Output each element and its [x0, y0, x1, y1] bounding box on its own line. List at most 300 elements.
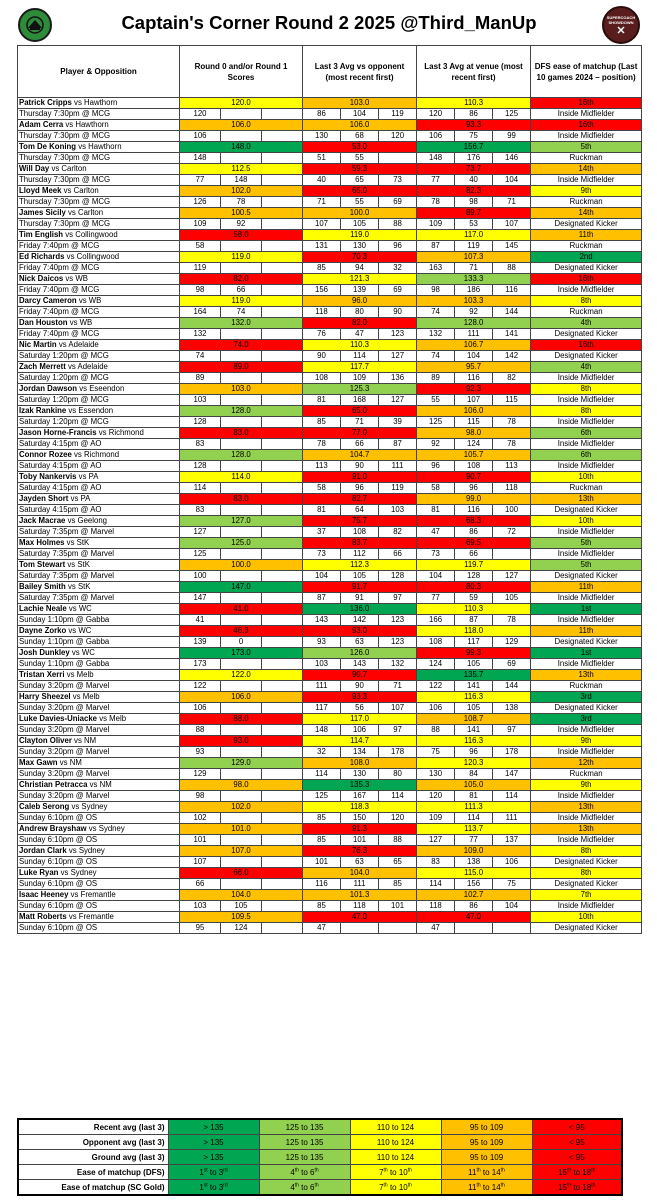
opponent-score: 69 — [379, 285, 417, 296]
opponent-avg: 126.0 — [303, 648, 417, 659]
player-role: Inside Midfielder — [531, 109, 642, 120]
legend-from: 7 — [379, 1167, 384, 1177]
player-name: Caleb Serong — [19, 802, 70, 811]
legend-cell: > 135 — [168, 1119, 259, 1135]
player-name: Tim English — [19, 230, 64, 239]
player-detail-row — [18, 263, 642, 274]
opponent-name: Sydney — [98, 824, 125, 833]
venue-score — [455, 923, 493, 934]
venue-avg: 106.7 — [417, 340, 531, 351]
player-detail-row — [18, 857, 642, 868]
recent-score: 92 — [221, 219, 262, 230]
opponent: vs StK — [67, 582, 91, 591]
player-role: Inside Midfielder — [531, 417, 642, 428]
opponent-avg: 136.0 — [303, 604, 417, 615]
player-name: Tristan Xerri — [19, 670, 65, 679]
venue-score: 138 — [455, 857, 493, 868]
player-detail-row — [18, 637, 642, 648]
opponent-name: Richmond — [84, 450, 120, 459]
player-name-cell — [18, 208, 180, 219]
opponent-score: 101 — [303, 857, 341, 868]
opponent-name: WC — [81, 648, 95, 657]
recent-score — [221, 417, 262, 428]
venue-score: 106 — [417, 703, 455, 714]
match-info: Sunday 3:20pm @ Marvel — [18, 725, 180, 736]
venue-avg: 117.0 — [417, 230, 531, 241]
match-info: Sunday 6:10pm @ OS — [18, 923, 180, 934]
venue-score: 86 — [455, 109, 493, 120]
player-name: Izak Rankine — [19, 406, 67, 415]
player-name-cell — [18, 428, 180, 439]
player-role: Designated Kicker — [531, 879, 642, 890]
opponent-score: 118 — [303, 307, 341, 318]
opponent-score: 119 — [379, 483, 417, 494]
opponent-avg: 106.0 — [303, 120, 417, 131]
venue-score: 118 — [417, 901, 455, 912]
opponent-score: 101 — [341, 835, 379, 846]
opponent-score: 114 — [303, 769, 341, 780]
opponent-score: 143 — [303, 615, 341, 626]
opponent-avg: 77.0 — [303, 428, 417, 439]
header-player: Player & Opposition — [18, 46, 180, 98]
recent-score: 105 — [221, 901, 262, 912]
venue-score: 69 — [493, 659, 531, 670]
recent-score — [262, 637, 303, 648]
player-role: Inside Midfielder — [531, 527, 642, 538]
player-detail-row — [18, 395, 642, 406]
recent-score: 0 — [221, 637, 262, 648]
dfs-position: 1st — [531, 648, 642, 659]
venue-score: 100 — [493, 505, 531, 516]
opponent-score: 105 — [341, 571, 379, 582]
dfs-position: 9th — [531, 186, 642, 197]
opponent-score: 108 — [341, 527, 379, 538]
opponent-score: 85 — [303, 835, 341, 846]
recent-avg: 132.0 — [180, 318, 303, 329]
third-man-up-logo — [18, 8, 52, 42]
recent-score: 120 — [180, 109, 221, 120]
opponent-avg: 93.0 — [303, 626, 417, 637]
venue-score: 87 — [417, 241, 455, 252]
match-info: Sunday 3:20pm @ Marvel — [18, 769, 180, 780]
player-role: Designated Kicker — [531, 263, 642, 274]
legend-cell — [441, 1165, 532, 1180]
recent-avg: 128.0 — [180, 450, 303, 461]
recent-score — [262, 285, 303, 296]
venue-score: 96 — [455, 483, 493, 494]
match-info: Sunday 3:20pm @ Marvel — [18, 681, 180, 692]
dfs-position: 13th — [531, 802, 642, 813]
recent-score — [221, 351, 262, 362]
player-name-row — [18, 626, 642, 637]
dfs-position: 16th — [531, 274, 642, 285]
recent-score: 74 — [221, 307, 262, 318]
player-name-cell — [18, 318, 180, 329]
opponent-avg: 91.7 — [303, 582, 417, 593]
dfs-position: 11th — [531, 582, 642, 593]
dfs-position: 4th — [531, 318, 642, 329]
legend-cell — [441, 1180, 532, 1196]
dfs-position: 7th — [531, 890, 642, 901]
recent-score — [262, 571, 303, 582]
opponent-score: 86 — [303, 109, 341, 120]
opponent-avg: 103.0 — [303, 98, 417, 109]
player-name-cell — [18, 670, 180, 681]
match-info: Sunday 1:10pm @ Gabba — [18, 659, 180, 670]
venue-score: 122 — [417, 681, 455, 692]
opponent: vs Richmond — [74, 450, 120, 459]
player-detail-row — [18, 219, 642, 230]
venue-score: 124 — [455, 439, 493, 450]
player-name: Ed Richards — [19, 252, 65, 261]
venue-score: 98 — [417, 285, 455, 296]
opponent-score: 85 — [303, 813, 341, 824]
venue-score: 141 — [493, 329, 531, 340]
header-venue: Last 3 Avg at venue (most recent first) — [417, 46, 531, 98]
player-role: Designated Kicker — [531, 857, 642, 868]
opponent-score: 119 — [379, 109, 417, 120]
player-name: Matt Roberts — [19, 912, 67, 921]
legend-label: Ease of matchup (DFS) — [18, 1165, 168, 1180]
venue-score: 86 — [455, 527, 493, 538]
player-name-row — [18, 890, 642, 901]
opponent-score: 128 — [379, 571, 417, 582]
venue-score: 59 — [455, 593, 493, 604]
player-detail-row — [18, 109, 642, 120]
recent-avg: 83.0 — [180, 428, 303, 439]
venue-score: 120 — [417, 791, 455, 802]
logo-text: SUPERCOACH SHOWDOWN — [606, 15, 636, 25]
player-name-row — [18, 450, 642, 461]
venue-score: 75 — [417, 747, 455, 758]
legend-from: 11 — [468, 1167, 477, 1177]
recent-score — [221, 813, 262, 824]
opponent-score: 123 — [379, 329, 417, 340]
opponent-score: 90 — [341, 461, 379, 472]
player-name-cell — [18, 538, 180, 549]
opponent-score — [379, 923, 417, 934]
dfs-position: 14th — [531, 164, 642, 175]
player-name-row — [18, 252, 642, 263]
dfs-position: 13th — [531, 670, 642, 681]
opponent-score — [379, 153, 417, 164]
player-detail-row — [18, 703, 642, 714]
recent-score — [221, 527, 262, 538]
player-name: Bailey Smith — [19, 582, 66, 591]
opponent-avg: 82.0 — [303, 318, 417, 329]
dfs-position: 5th — [531, 560, 642, 571]
venue-avg: 68.3 — [417, 516, 531, 527]
recent-avg: 109.5 — [180, 912, 303, 923]
recent-score: 58 — [180, 241, 221, 252]
player-name-cell — [18, 516, 180, 527]
opponent-name: Carlton — [77, 208, 104, 217]
venue-score: 98 — [455, 197, 493, 208]
recent-score — [262, 857, 303, 868]
player-name: Tom De Koning — [19, 142, 77, 151]
opponent-score: 63 — [341, 637, 379, 648]
opponent-name: Hawthorn — [88, 142, 122, 151]
venue-score: 111 — [493, 813, 531, 824]
recent-avg: 103.0 — [180, 384, 303, 395]
legend-from: 11 — [468, 1182, 477, 1192]
dfs-position: 2nd — [531, 252, 642, 263]
player-name-cell — [18, 802, 180, 813]
venue-score: 47 — [417, 923, 455, 934]
recent-score: 77 — [180, 175, 221, 186]
player-name-cell — [18, 406, 180, 417]
legend-from-suffix: th — [567, 1166, 572, 1173]
player-name-row — [18, 164, 642, 175]
player-name-row — [18, 714, 642, 725]
player-role: Inside Midfielder — [531, 615, 642, 626]
legend-to: to 14 — [480, 1182, 501, 1192]
opponent-avg: 47.0 — [303, 912, 417, 923]
recent-score: 124 — [221, 923, 262, 934]
opponent-score: 111 — [341, 879, 379, 890]
venue-score: 71 — [455, 263, 493, 274]
player-role: Ruckman — [531, 197, 642, 208]
recent-score: 74 — [180, 351, 221, 362]
player-name-row — [18, 692, 642, 703]
player-name-cell — [18, 296, 180, 307]
opponent-score: 116 — [303, 879, 341, 890]
player-detail-row — [18, 835, 642, 846]
opponent-name: Essendon — [78, 406, 114, 415]
player-role: Inside Midfielder — [531, 285, 642, 296]
recent-avg: 173.0 — [180, 648, 303, 659]
opponent-avg: 75.7 — [303, 516, 417, 527]
player-name-cell — [18, 472, 180, 483]
recent-score: 128 — [180, 417, 221, 428]
player-name-row — [18, 582, 642, 593]
opponent-score: 130 — [341, 241, 379, 252]
legend-row — [18, 1119, 622, 1135]
opponent-name: Melb — [109, 714, 127, 723]
opponent-name: Adelaide — [68, 340, 99, 349]
player-name-row — [18, 494, 642, 505]
match-info: Saturday 4:15pm @ AO — [18, 461, 180, 472]
player-role: Designated Kicker — [531, 637, 642, 648]
venue-score — [493, 923, 531, 934]
recent-score: 100 — [180, 571, 221, 582]
venue-score: 178 — [493, 747, 531, 758]
dfs-position: 12th — [531, 758, 642, 769]
player-name-cell — [18, 384, 180, 395]
legend-cell: 125 to 135 — [259, 1119, 350, 1135]
opponent-name: StK — [77, 560, 90, 569]
opponent-score: 106 — [341, 725, 379, 736]
opponent: vs Carlton — [63, 186, 99, 195]
opponent-avg: 112.3 — [303, 560, 417, 571]
opponent-avg: 91.0 — [303, 472, 417, 483]
opponent-score: 113 — [303, 461, 341, 472]
recent-score — [221, 659, 262, 670]
player-role: Ruckman — [531, 769, 642, 780]
match-info: Saturday 1:20pm @ MCG — [18, 395, 180, 406]
venue-avg: 118.0 — [417, 626, 531, 637]
opponent: vs Fremantle — [70, 890, 116, 899]
legend-cell — [259, 1180, 350, 1196]
recent-score: 139 — [180, 637, 221, 648]
opponent: vs NM — [59, 758, 82, 767]
legend-to-suffix: th — [591, 1181, 596, 1188]
venue-score: 118 — [493, 483, 531, 494]
player-name: Connor Rozee — [19, 450, 72, 459]
opponent: vs Sydney — [68, 846, 105, 855]
venue-score: 77 — [455, 835, 493, 846]
opponent-score: 66 — [379, 549, 417, 560]
opponent-avg: 114.7 — [303, 736, 417, 747]
venue-score: 104 — [455, 351, 493, 362]
venue-score: 55 — [417, 395, 455, 406]
venue-score: 78 — [493, 439, 531, 450]
venue-score: 87 — [455, 615, 493, 626]
player-role: Inside Midfielder — [531, 901, 642, 912]
opponent-avg: 91.3 — [303, 824, 417, 835]
player-name-cell — [18, 274, 180, 285]
recent-score — [262, 175, 303, 186]
recent-score — [262, 263, 303, 274]
recent-avg: 106.0 — [180, 120, 303, 131]
opponent-avg: 104.0 — [303, 868, 417, 879]
player-name: Andrew Brayshaw — [19, 824, 87, 833]
opponent-score: 101 — [379, 901, 417, 912]
venue-score: 92 — [455, 307, 493, 318]
opponent-score: 82 — [379, 527, 417, 538]
player-name-cell — [18, 582, 180, 593]
recent-score — [221, 483, 262, 494]
dfs-position: 10th — [531, 472, 642, 483]
player-name: Max Gawn — [19, 758, 58, 767]
venue-avg: 110.3 — [417, 98, 531, 109]
venue-score: 74 — [417, 351, 455, 362]
venue-avg: 93.3 — [417, 120, 531, 131]
opponent-name: StK — [77, 582, 91, 591]
opponent-score: 131 — [303, 241, 341, 252]
match-info: Sunday 1:10pm @ Gabba — [18, 637, 180, 648]
venue-avg: 73.7 — [417, 164, 531, 175]
opponent-score: 108 — [303, 373, 341, 384]
recent-score: 83 — [180, 505, 221, 516]
player-name-row — [18, 120, 642, 131]
venue-score: 125 — [417, 417, 455, 428]
match-info: Sunday 3:20pm @ Marvel — [18, 703, 180, 714]
legend-cell: 95 to 109 — [441, 1135, 532, 1150]
opponent-score: 118 — [341, 901, 379, 912]
legend-to: to 10 — [387, 1167, 408, 1177]
legend-cell — [168, 1180, 259, 1196]
dfs-position: 14th — [531, 208, 642, 219]
opponent-name: PA — [80, 494, 91, 503]
venue-avg: 98.0 — [417, 428, 531, 439]
player-name: Lachie Neale — [19, 604, 67, 613]
opponent-score: 87 — [303, 593, 341, 604]
player-detail-row — [18, 175, 642, 186]
opponent-name: PA — [88, 472, 99, 481]
player-name-row — [18, 362, 642, 373]
recent-score — [262, 131, 303, 142]
recent-score — [221, 879, 262, 890]
venue-score: 108 — [455, 461, 493, 472]
player-name-row — [18, 516, 642, 527]
legend-from: 1 — [199, 1182, 204, 1192]
recent-score: 147 — [180, 593, 221, 604]
player-name: James Sicily — [19, 208, 66, 217]
venue-score: 144 — [493, 307, 531, 318]
opponent-score: 85 — [303, 417, 341, 428]
recent-score — [262, 725, 303, 736]
opponent-score: 105 — [341, 219, 379, 230]
venue-score: 66 — [455, 549, 493, 560]
recent-score: 173 — [180, 659, 221, 670]
opponent-score: 130 — [341, 769, 379, 780]
venue-avg: 99.3 — [417, 648, 531, 659]
player-name-cell — [18, 560, 180, 571]
opponent-score: 132 — [379, 659, 417, 670]
venue-avg: 128.0 — [417, 318, 531, 329]
venue-avg: 105.7 — [417, 450, 531, 461]
player-role: Inside Midfielder — [531, 395, 642, 406]
recent-avg: 58.0 — [180, 230, 303, 241]
opponent-score: 69 — [379, 197, 417, 208]
venue-score: 58 — [417, 483, 455, 494]
opponent: vs PA — [78, 472, 99, 481]
opponent-score: 63 — [341, 857, 379, 868]
opponent-score: 68 — [341, 131, 379, 142]
player-role: Designated Kicker — [531, 923, 642, 934]
player-name: Isaac Heeney — [19, 890, 69, 899]
player-name: Patrick Cripps — [19, 98, 72, 107]
venue-avg: 107.3 — [417, 252, 531, 263]
recent-score: 66 — [221, 285, 262, 296]
opponent-score: 168 — [341, 395, 379, 406]
player-name: Jordan Clark — [19, 846, 67, 855]
player-role: Inside Midfielder — [531, 659, 642, 670]
player-name-cell — [18, 494, 180, 505]
opponent: vs WC — [68, 604, 92, 613]
venue-score: 129 — [493, 637, 531, 648]
venue-score: 145 — [493, 241, 531, 252]
opponent-avg: 93.3 — [303, 692, 417, 703]
player-name-cell — [18, 142, 180, 153]
legend-cell: 125 to 135 — [259, 1150, 350, 1165]
legend-row — [18, 1135, 622, 1150]
venue-avg: 95.7 — [417, 362, 531, 373]
venue-score: 107 — [493, 219, 531, 230]
recent-score — [221, 703, 262, 714]
venue-score: 77 — [417, 593, 455, 604]
recent-avg: 46.3 — [180, 626, 303, 637]
venue-score: 115 — [493, 395, 531, 406]
opponent: vs Sydney — [88, 824, 125, 833]
opponent-score: 111 — [303, 681, 341, 692]
venue-score: 75 — [455, 131, 493, 142]
recent-avg: 93.0 — [180, 736, 303, 747]
venue-score: 88 — [417, 725, 455, 736]
player-role: Inside Midfielder — [531, 373, 642, 384]
header-opponent: Last 3 Avg vs opponent (most recent first) — [303, 46, 417, 98]
opponent-score: 85 — [303, 263, 341, 274]
opponent-avg: 117.7 — [303, 362, 417, 373]
venue-score: 130 — [417, 769, 455, 780]
match-info: Sunday 6:10pm @ OS — [18, 857, 180, 868]
header-recent: Round 0 and/or Round 1 Scores — [180, 46, 303, 98]
opponent-score: 114 — [341, 351, 379, 362]
recent-score — [221, 725, 262, 736]
opponent-avg: 117.0 — [303, 714, 417, 725]
recent-avg: 104.0 — [180, 890, 303, 901]
